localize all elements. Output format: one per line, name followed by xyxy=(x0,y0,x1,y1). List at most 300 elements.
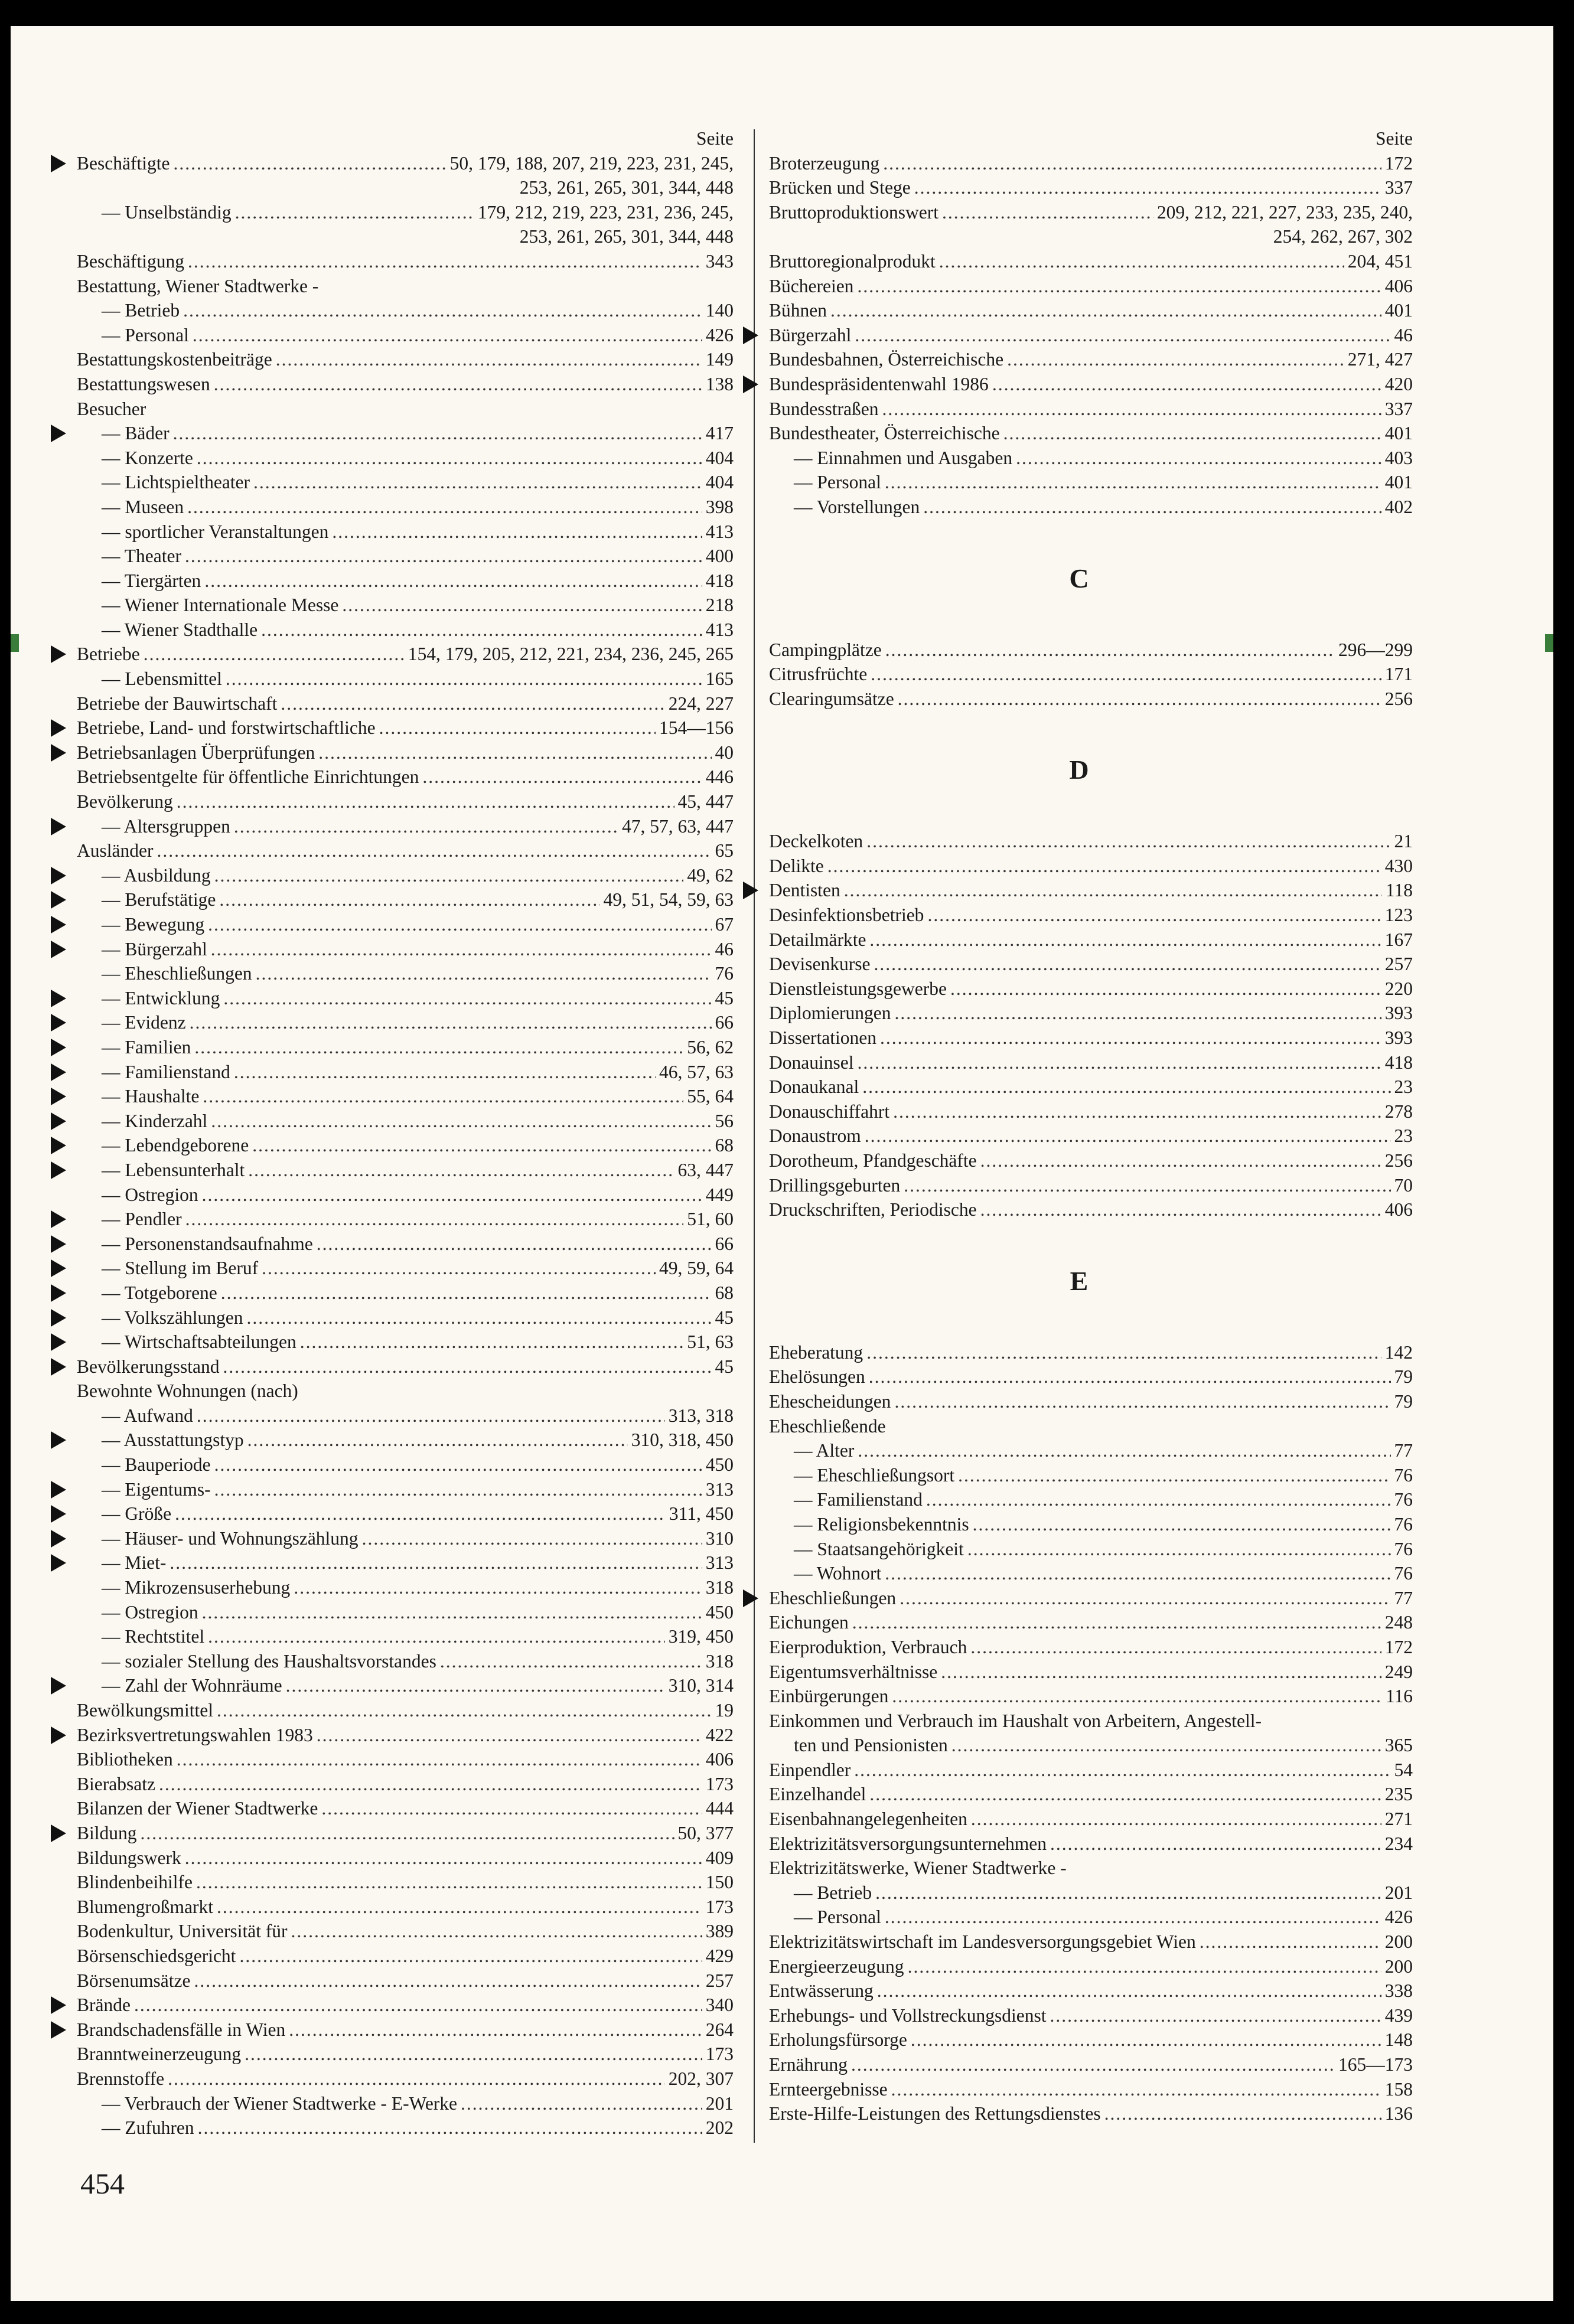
index-term: — Mikrozensuserhebung xyxy=(102,1577,291,1598)
page-refs: 257 xyxy=(705,1970,734,1991)
index-term: Broterzeugung xyxy=(769,152,880,174)
index-entry xyxy=(53,1207,734,1232)
leader-dots xyxy=(194,1035,683,1060)
marker-triangle-icon xyxy=(51,1014,66,1032)
leader-dots xyxy=(208,1624,665,1649)
index-term: Drillingsgeburten xyxy=(769,1174,901,1196)
index-term: Devisenkurse xyxy=(769,954,871,975)
page-refs: 218 xyxy=(705,595,734,616)
leader-dots xyxy=(980,1197,1381,1222)
marker-triangle-icon xyxy=(51,1358,66,1376)
index-term: — Ostregion xyxy=(102,1601,198,1623)
index-term: — Aufwand xyxy=(102,1405,193,1426)
index-entry xyxy=(53,372,734,397)
index-term: — Miet- xyxy=(102,1552,167,1574)
index-entry xyxy=(745,1537,1413,1562)
page-number: 454 xyxy=(80,2167,125,2200)
index-term: Betriebsentgelte für öffentliche Einrichtungen xyxy=(77,766,419,788)
marker-triangle-icon xyxy=(51,2021,66,2039)
index-term: — Bürgerzahl xyxy=(102,938,207,959)
index-entry xyxy=(745,470,1413,495)
index-entry xyxy=(745,421,1413,446)
index-entry xyxy=(745,1856,1413,1881)
page-refs: 271 xyxy=(1384,1809,1413,1830)
page-refs: 257 xyxy=(1384,954,1413,975)
index-term: Börsenschiedsgericht xyxy=(77,1945,236,1966)
index-term: Clearingumsätze xyxy=(769,688,894,709)
index-entry xyxy=(53,765,734,789)
index-term: — sozialer Stellung des Haushaltsvorstandes xyxy=(102,1650,436,1672)
leader-dots xyxy=(217,1895,702,1920)
index-term: Citrusfrüchte xyxy=(769,664,868,685)
leader-dots xyxy=(317,1232,712,1256)
page-refs: 171 xyxy=(1384,664,1413,685)
page-refs: 449 xyxy=(705,1184,734,1205)
index-entry xyxy=(53,1772,734,1797)
leader-dots xyxy=(318,740,711,765)
leader-dots xyxy=(939,249,1344,274)
index-term: — Eheschließungsort xyxy=(794,1464,955,1486)
index-term: Einzelhandel xyxy=(769,1784,866,1805)
leader-dots xyxy=(461,2091,702,2116)
index-term: — Unselbständig xyxy=(102,201,232,223)
leader-dots xyxy=(854,1758,1390,1783)
leader-dots xyxy=(927,903,1381,928)
page-refs: 140 xyxy=(705,300,734,321)
index-entry xyxy=(745,1709,1413,1734)
leader-dots xyxy=(253,470,702,495)
index-entry xyxy=(745,495,1413,520)
index-entry xyxy=(745,1610,1413,1635)
leader-dots xyxy=(281,691,664,716)
page-refs: 167 xyxy=(1384,929,1413,950)
index-entry xyxy=(745,2003,1413,2028)
leader-dots xyxy=(891,2077,1381,2102)
index-entry xyxy=(53,1796,734,1821)
leader-dots xyxy=(168,2067,665,2091)
index-term: Betriebe, Land- und forstwirtschaftliche xyxy=(77,717,376,739)
leader-dots xyxy=(185,544,702,569)
index-term: Erholungsfürsorge xyxy=(769,2029,907,2051)
page-refs: 343 xyxy=(705,250,734,272)
leader-dots xyxy=(289,2018,702,2042)
page-refs: 79 xyxy=(1394,1366,1413,1388)
index-entry xyxy=(53,1354,734,1379)
leader-dots xyxy=(294,1575,702,1600)
page-refs: 413 xyxy=(705,619,734,640)
index-term: Bezirksvertretungswahlen 1983 xyxy=(77,1724,313,1745)
page-refs: 406 xyxy=(1384,275,1413,296)
page-refs: 23 xyxy=(1394,1076,1413,1098)
leader-dots xyxy=(203,1084,683,1109)
index-entry xyxy=(745,1832,1413,1856)
index-entry xyxy=(53,642,734,667)
leader-dots xyxy=(217,1698,712,1723)
marker-triangle-icon xyxy=(51,1063,66,1081)
page-refs: 116 xyxy=(1385,1686,1413,1707)
leader-dots xyxy=(197,1403,665,1428)
leader-dots xyxy=(362,1526,702,1551)
index-term: — Wirtschaftsabteilungen xyxy=(102,1331,296,1353)
index-term: — Theater xyxy=(102,546,181,567)
index-entry xyxy=(745,372,1413,397)
page-refs: 337 xyxy=(1384,177,1413,198)
marker-triangle-icon xyxy=(51,1137,66,1154)
leader-dots xyxy=(852,1610,1381,1635)
index-term: Brücken und Stege xyxy=(769,177,911,198)
leader-dots xyxy=(221,1281,712,1305)
page-refs: 439 xyxy=(1384,2005,1413,2026)
index-entry xyxy=(745,397,1413,422)
leader-dots xyxy=(214,372,702,397)
index-term: Blindenbeihilfe xyxy=(77,1872,193,1893)
leader-dots xyxy=(214,1452,702,1477)
leader-dots xyxy=(317,1723,702,1748)
leader-dots xyxy=(422,765,702,789)
index-entry xyxy=(53,1502,734,1526)
marker-triangle-icon xyxy=(51,916,66,933)
leader-dots xyxy=(235,200,474,225)
index-entry xyxy=(745,1075,1413,1099)
leader-dots xyxy=(908,1954,1381,1979)
marker-triangle-icon xyxy=(51,1088,66,1105)
page-refs: 76 xyxy=(715,963,734,984)
page-refs: 46 xyxy=(715,938,734,959)
index-term: — Volkszählungen xyxy=(102,1307,243,1328)
index-term: — Pendler xyxy=(102,1209,182,1230)
index-term: — Altersgruppen xyxy=(102,815,230,837)
leader-dots xyxy=(226,667,702,691)
section-letter: E xyxy=(1070,1265,1089,1296)
page-refs: 49, 51, 54, 59, 63 xyxy=(603,889,734,910)
index-entry xyxy=(53,814,734,839)
index-term: Dienstleistungsgewerbe xyxy=(769,978,947,999)
index-term: Brennstoffe xyxy=(77,2068,165,2089)
page-refs: 202 xyxy=(705,2117,734,2139)
index-term: — Museen xyxy=(102,496,184,517)
leader-dots xyxy=(885,1905,1381,1930)
index-entry xyxy=(745,1365,1413,1389)
marker-triangle-icon xyxy=(51,1235,66,1253)
leader-dots xyxy=(188,249,702,274)
leader-dots xyxy=(214,1477,702,1502)
leader-dots xyxy=(858,1438,1390,1463)
index-entry xyxy=(53,1256,734,1281)
leader-dots xyxy=(1104,2101,1381,2126)
marker-triangle-icon xyxy=(51,867,66,884)
page-refs: 66 xyxy=(715,1012,734,1033)
index-term: — Evidenz xyxy=(102,1012,186,1033)
leader-dots xyxy=(286,1673,665,1698)
index-entry xyxy=(53,2042,734,2067)
page-refs: 404 xyxy=(705,447,734,468)
page-refs: 310, 314 xyxy=(668,1675,734,1696)
leader-dots xyxy=(971,1807,1381,1832)
index-entry xyxy=(53,1944,734,1969)
page-refs: 149 xyxy=(705,349,734,370)
index-entry xyxy=(53,961,734,986)
index-term: Bewohnte Wohnungen (nach) xyxy=(77,1380,298,1402)
leader-dots xyxy=(926,1487,1391,1512)
index-term: — Tiergärten xyxy=(102,570,201,591)
page-refs: 313, 318 xyxy=(668,1405,734,1426)
page-refs: 204, 451 xyxy=(1347,250,1413,272)
index-entry xyxy=(745,323,1413,348)
page-refs: 45 xyxy=(715,1356,734,1377)
leader-dots xyxy=(190,1010,712,1035)
index-term: Donaukanal xyxy=(769,1076,859,1098)
leader-dots xyxy=(857,1050,1381,1075)
index-entry xyxy=(745,1197,1413,1222)
index-term: Bühnen xyxy=(769,300,827,321)
page-refs: 337 xyxy=(1384,398,1413,419)
index-entry xyxy=(53,789,734,814)
leader-dots xyxy=(194,1969,702,1993)
index-term: — Verbrauch der Wiener Stadtwerke - E-Werke xyxy=(102,2093,458,2114)
index-entry xyxy=(53,2018,734,2042)
page-refs: 430 xyxy=(1384,855,1413,876)
leader-dots xyxy=(885,470,1381,495)
index-entry xyxy=(745,1954,1413,1979)
index-term: Börsenumsätze xyxy=(77,1970,191,1991)
index-entry xyxy=(53,1428,734,1452)
marker-triangle-icon xyxy=(51,1039,66,1056)
index-entry xyxy=(745,1173,1413,1198)
leader-dots xyxy=(951,1733,1381,1758)
leader-dots xyxy=(262,1256,656,1281)
index-entry xyxy=(745,1050,1413,1075)
marker-triangle-icon xyxy=(51,1112,66,1130)
index-term: — Lebensmittel xyxy=(102,668,222,690)
marker-triangle-icon xyxy=(51,1309,66,1327)
marker-triangle-icon xyxy=(51,155,66,172)
leader-dots xyxy=(885,1561,1390,1586)
index-term: — Wiener Internationale Messe xyxy=(102,595,339,616)
leader-dots xyxy=(923,495,1381,520)
leader-dots xyxy=(211,1109,711,1134)
page-refs: 202, 307 xyxy=(668,2068,734,2089)
index-entry xyxy=(745,1684,1413,1709)
index-entry xyxy=(53,397,734,422)
index-entry xyxy=(745,1099,1413,1124)
index-entry xyxy=(53,1526,734,1551)
index-entry xyxy=(745,1414,1413,1439)
marker-triangle-icon xyxy=(743,327,758,344)
leader-dots xyxy=(942,200,1153,225)
index-term: Einpendler xyxy=(769,1759,851,1780)
index-term: Erste-Hilfe-Leistungen des Rettungsdienstes xyxy=(769,2103,1101,2124)
marker-triangle-icon xyxy=(51,1210,66,1228)
page-refs: 220 xyxy=(1384,978,1413,999)
leader-dots xyxy=(185,1207,684,1232)
leader-dots xyxy=(300,1330,684,1354)
index-term: Delikte xyxy=(769,855,824,876)
index-entry xyxy=(745,1340,1413,1365)
marker-triangle-icon xyxy=(51,990,66,1007)
leader-dots xyxy=(894,1001,1381,1026)
page-refs: 49, 62 xyxy=(687,864,734,886)
index-term: — Berufstätige xyxy=(102,889,216,910)
index-term: — Familienstand xyxy=(794,1489,923,1510)
index-entry xyxy=(745,2052,1413,2077)
index-term: — Personal xyxy=(102,324,189,345)
index-entry xyxy=(53,1232,734,1256)
index-entry xyxy=(53,1747,734,1772)
index-entry xyxy=(745,1905,1413,1930)
index-term: Betriebe xyxy=(77,644,140,665)
leader-dots xyxy=(967,1537,1391,1562)
index-term: — Personenstandsaufnahme xyxy=(102,1233,313,1254)
page-refs-continuation: 253, 261, 265, 301, 344, 448 xyxy=(519,226,734,247)
page-refs: 21 xyxy=(1394,831,1413,852)
page-refs: 310, 318, 450 xyxy=(631,1429,734,1451)
page-refs: 54 xyxy=(1394,1759,1413,1780)
index-entry xyxy=(745,249,1413,274)
index-term: Dorotheum, Pfandgeschäfte xyxy=(769,1150,977,1171)
index-entry xyxy=(53,716,734,740)
page-refs: 426 xyxy=(1384,1907,1413,1928)
index-entry xyxy=(53,1109,734,1134)
index-term: Bildungswerk xyxy=(77,1847,181,1868)
index-term: — Betrieb xyxy=(794,1882,872,1903)
page-refs: 234 xyxy=(1384,1833,1413,1854)
leader-dots xyxy=(892,1684,1382,1709)
index-term: — Totgeborene xyxy=(102,1282,217,1303)
page-refs: 409 xyxy=(705,1847,734,1868)
index-entry xyxy=(745,829,1413,854)
leader-dots xyxy=(1050,2003,1381,2028)
index-entry xyxy=(745,1148,1413,1173)
leader-dots xyxy=(204,569,702,593)
leader-dots xyxy=(223,986,711,1011)
index-entry xyxy=(53,569,734,593)
index-entry xyxy=(53,446,734,471)
index-term: Desinfektionsbetrieb xyxy=(769,905,924,926)
index-entry xyxy=(53,544,734,569)
index-term: Ehescheidungen xyxy=(769,1391,891,1412)
leader-dots xyxy=(332,520,702,544)
index-entry xyxy=(53,2067,734,2091)
index-term: Dentisten xyxy=(769,880,840,901)
right-column xyxy=(745,126,1413,2126)
page-refs: 165 xyxy=(705,668,734,690)
leader-dots xyxy=(202,1183,702,1207)
index-term: Beschäftigung xyxy=(77,250,184,272)
page-refs: 249 xyxy=(1384,1661,1413,1682)
page-refs: 406 xyxy=(1384,1199,1413,1220)
leader-dots xyxy=(904,1173,1390,1198)
index-entry xyxy=(53,937,734,962)
index-term: Brände xyxy=(77,1995,131,2016)
index-entry xyxy=(745,1389,1413,1414)
leader-dots xyxy=(1200,1930,1381,1954)
page-refs: 118 xyxy=(1385,880,1413,901)
page-refs: 446 xyxy=(705,766,734,788)
index-entry xyxy=(53,1305,734,1330)
index-entry xyxy=(745,1979,1413,2003)
index-entry xyxy=(53,1821,734,1846)
index-entry xyxy=(745,1124,1413,1148)
index-term: Bürgerzahl xyxy=(769,324,852,345)
page-refs: 201 xyxy=(705,2093,734,2114)
marker-triangle-icon xyxy=(51,425,66,442)
page-refs: 148 xyxy=(1384,2029,1413,2051)
leader-dots xyxy=(185,1846,702,1871)
index-term: Ehelösungen xyxy=(769,1366,865,1388)
index-entry xyxy=(745,854,1413,879)
index-entry xyxy=(53,1452,734,1477)
index-term: Bestattungskostenbeiträge xyxy=(77,349,272,370)
page-refs: 46, 57, 63 xyxy=(659,1061,734,1082)
index-entry xyxy=(53,1919,734,1944)
page-refs: 429 xyxy=(705,1945,734,1966)
index-term: — Wiener Stadthalle xyxy=(102,619,258,640)
index-entry xyxy=(53,151,734,176)
index-term: Bewölkungsmittel xyxy=(77,1700,213,1721)
leader-dots xyxy=(980,1148,1381,1173)
page-refs: 418 xyxy=(1384,1052,1413,1073)
index-term: Blumengroßmarkt xyxy=(77,1896,213,1917)
page-refs: 224, 227 xyxy=(668,693,734,714)
page-refs: 46 xyxy=(1394,324,1413,345)
index-term: Bundesbahnen, Österreichische xyxy=(769,349,1004,370)
index-entry xyxy=(745,2028,1413,2052)
section-letter: D xyxy=(1069,755,1089,785)
page-refs: 401 xyxy=(1384,472,1413,493)
index-term: Detailmärkte xyxy=(769,929,866,950)
page-refs: 63, 447 xyxy=(677,1159,734,1180)
page-refs: 50, 377 xyxy=(677,1822,734,1843)
index-entry xyxy=(53,323,734,348)
index-term-continuation: ten und Pensionisten xyxy=(794,1735,948,1756)
index-term: — Ausstattungstyp xyxy=(102,1429,244,1451)
page-refs: 45 xyxy=(715,987,734,1008)
leader-dots xyxy=(177,789,674,814)
index-entry xyxy=(53,1895,734,1920)
page-refs: 70 xyxy=(1394,1174,1413,1196)
index-term: Donauschiffahrt xyxy=(769,1101,890,1122)
index-term: Bibliotheken xyxy=(77,1749,173,1770)
page-refs: 173 xyxy=(705,2044,734,2065)
leader-dots xyxy=(193,323,702,348)
leader-dots xyxy=(219,887,599,912)
index-term: Donaustrom xyxy=(769,1125,861,1147)
index-entry xyxy=(53,1846,734,1871)
marker-triangle-icon xyxy=(51,891,66,909)
marker-triangle-icon xyxy=(51,1726,66,1744)
leader-dots xyxy=(202,1600,702,1625)
index-entry xyxy=(53,593,734,618)
index-term: Eheschließungen xyxy=(769,1587,897,1608)
index-entry xyxy=(53,1993,734,2018)
index-term: Bevölkerung xyxy=(77,791,173,812)
page-edge-mark xyxy=(11,634,19,652)
leader-dots xyxy=(144,642,405,667)
marker-triangle-icon xyxy=(51,1530,66,1548)
index-entry xyxy=(53,1330,734,1354)
leader-dots xyxy=(900,1586,1390,1611)
leader-dots xyxy=(291,1919,702,1944)
page-refs: 172 xyxy=(1384,152,1413,174)
index-entry xyxy=(745,1512,1413,1537)
leader-dots xyxy=(173,421,702,446)
index-entry xyxy=(745,638,1413,662)
page-refs: 318 xyxy=(705,1577,734,1598)
page-refs: 450 xyxy=(705,1601,734,1623)
page-refs: 209, 212, 221, 227, 233, 235, 240, xyxy=(1156,201,1413,223)
page-refs: 67 xyxy=(715,914,734,935)
page-refs: 123 xyxy=(1384,905,1413,926)
